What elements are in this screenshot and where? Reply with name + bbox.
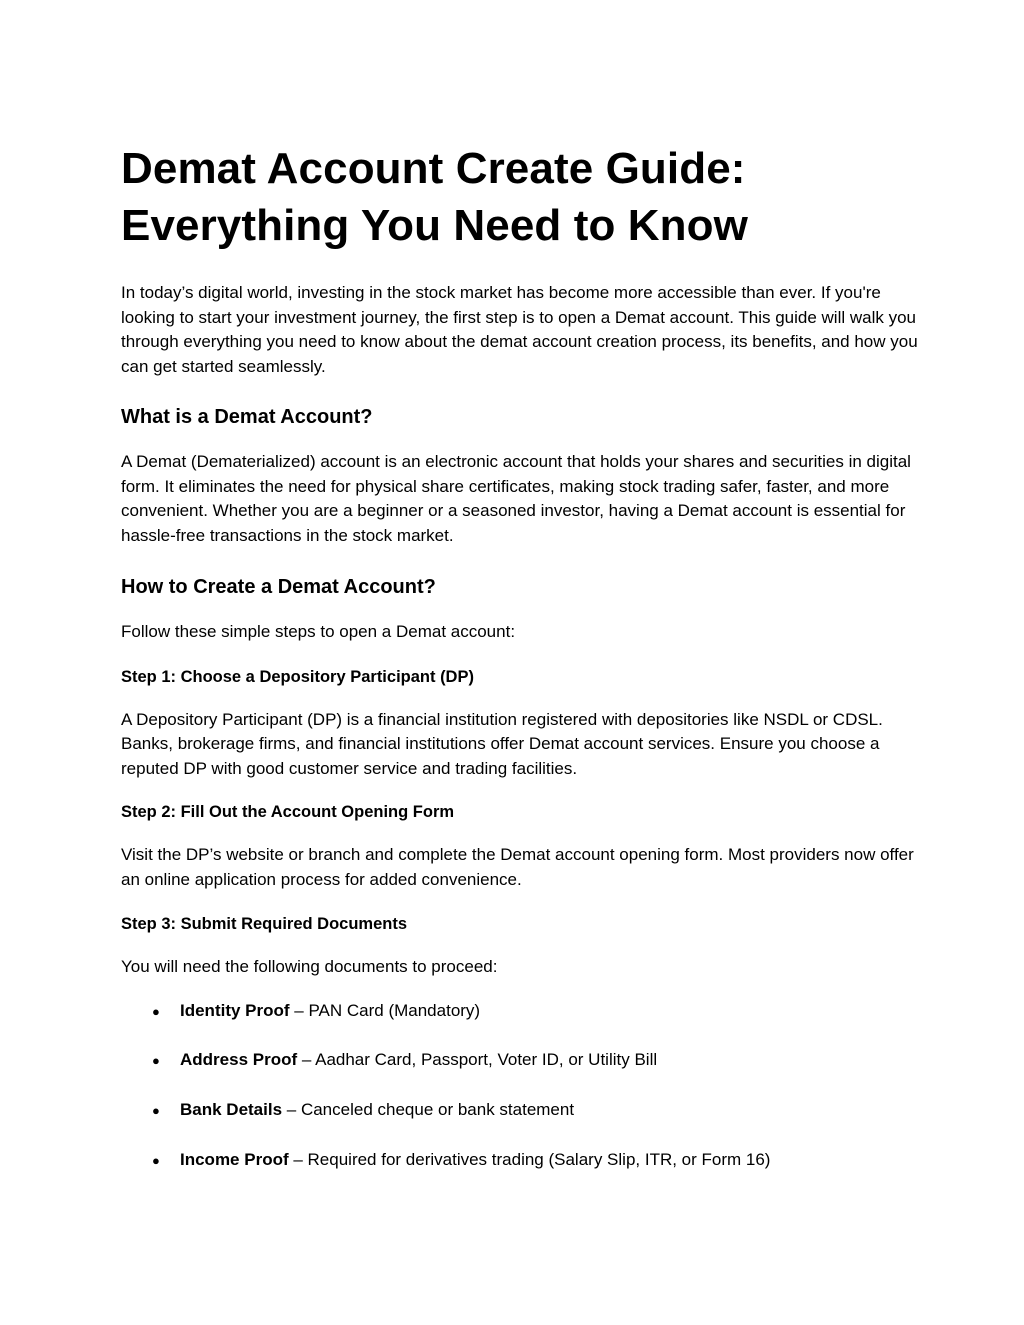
bullet-icon: ● [152,1103,160,1119]
step-3-paragraph: You will need the following documents to proceed: [121,957,498,976]
bullet-icon: ● [152,1152,160,1168]
what-is-paragraph: A Demat (Dematerialized) account is an electronic account that holds your shares and securities in digital form. It eliminates the need for physical share certificates, making stock trading safer, faster, and more convenient. Whether you are a beginner or a seasoned investor, having a Demat account is essential for hassle-free transactions in the stock market. [121,452,911,545]
list-item-label: Address Proof [180,1050,298,1070]
list-item-text: – Aadhar Card, Passport, Voter ID, or Utility Bill [297,1050,658,1070]
how-to-heading: How to Create a Demat Account? [121,576,436,598]
how-to-lead-paragraph: Follow these simple steps to open a Demat account: [121,622,516,641]
required-documents-list [121,999,924,1174]
list-item-label: Bank Details [180,1100,283,1120]
title-line-1: Demat Account Create Guide: [121,144,746,193]
list-item [121,999,924,1025]
title-line-2: Everything You Need to Know [121,201,748,250]
step-3-heading: Step 3: Submit Required Documents [121,915,408,933]
list-item-text: – Canceled cheque or bank statement [282,1100,575,1120]
list-item-content [180,999,480,1024]
list-item-content [180,1148,770,1173]
list-item-text: – PAN Card (Mandatory) [289,1000,481,1020]
list-item-content [180,1048,657,1073]
page-title [121,140,924,254]
bullet-icon: ● [152,1053,160,1069]
what-is-heading: What is a Demat Account? [121,406,373,428]
list-item-text: – Required for derivatives trading (Salary Slip, ITR, or Form 16) [288,1149,771,1169]
step-2-heading: Step 2: Fill Out the Account Opening Form [121,803,455,821]
list-item-content [180,1098,574,1123]
intro-paragraph: In today’s digital world, investing in the stock market has become more accessible than ever. If you're looking to start your investment journey, the first step is to open a Demat account. This guide will walk you through everything you need to know about the demat account creation process, its benefits, and how you can get started seamlessly. [121,283,918,376]
step-1-heading: Step 1: Choose a Depository Participant (DP) [121,667,474,686]
step-2-paragraph: Visit the DP’s website or branch and complete the Demat account opening form. Most providers now offer an online application process for added convenience. [121,845,914,889]
bullet-icon: ● [152,1003,160,1019]
list-item-label: Identity Proof [180,1000,290,1020]
list-item [121,1098,924,1124]
list-item [121,1148,924,1174]
list-item-label: Income Proof [180,1149,289,1169]
step-1-paragraph: A Depository Participant (DP) is a financial institution registered with depositories like NSDL or CDSL. Banks, brokerage firms, and financial institutions offer Demat account services. Ensure you choose a reputed DP with good customer service and trading facilities. [121,709,883,778]
list-item [121,1048,924,1074]
